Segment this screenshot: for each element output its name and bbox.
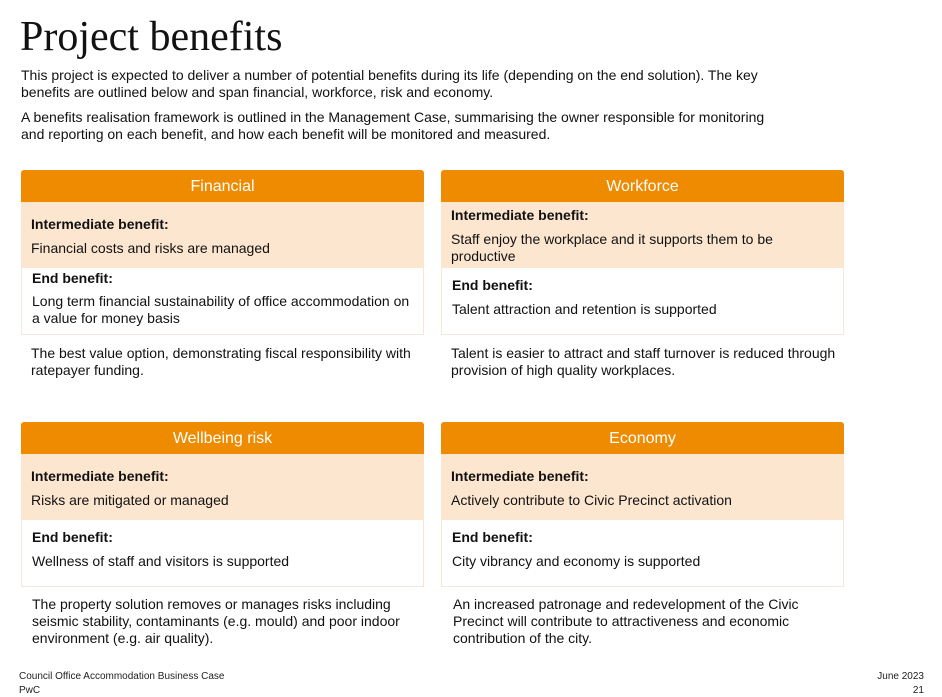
end-benefit-box	[441, 520, 844, 587]
footer-company: PwC	[19, 685, 41, 696]
end-benefit-box	[441, 268, 844, 335]
intro-paragraph-1: This project is expected to deliver a number of potential benefits during its life (depending on the end solution). The key benefits are outlined below and span financial, workforce, risk and economy.	[21, 67, 758, 100]
benefit-note-workforce: Talent is easier to attract and staff turnover is reduced through provision of high quality workplaces.	[451, 345, 836, 378]
benefit-card-economy	[441, 422, 844, 590]
intermediate-benefit-box	[441, 202, 844, 268]
end-benefit-box	[21, 268, 424, 335]
page-title: Project benefits	[20, 14, 283, 60]
intermediate-benefit-text: Staff enjoy the workplace and it supports them to be productive	[451, 231, 773, 264]
end-benefit-text: Talent attraction and retention is supported	[452, 301, 717, 317]
footer-date: June 2023	[877, 671, 924, 682]
benefit-note-wellbeing-risk: The property solution removes or manages risks including seismic stability, contaminants (e.g. mould) and poor indoor environment (e.g. air quality).	[32, 596, 400, 646]
footer-document-title: Council Office Accommodation Business Case	[19, 671, 225, 682]
benefit-card-workforce	[441, 170, 844, 338]
intermediate-benefit-box	[441, 454, 844, 520]
intermediate-benefit-label: Intermediate benefit:	[31, 468, 169, 484]
intermediate-benefit-text: Actively contribute to Civic Precinct activation	[451, 492, 732, 508]
end-benefit-text: Wellness of staff and visitors is supported	[32, 553, 290, 569]
end-benefit-label: End benefit:	[452, 529, 533, 545]
benefit-card-wellbeing-risk	[21, 422, 424, 590]
end-benefit-label: End benefit:	[452, 277, 533, 293]
intermediate-benefit-box	[21, 454, 424, 520]
end-benefit-label: End benefit:	[32, 270, 113, 286]
intermediate-benefit-text: Risks are mitigated or managed	[31, 492, 229, 508]
card-heading: Workforce	[441, 170, 844, 202]
end-benefit-text: Long term financial sustainability of office accommodation on a value for money basis	[32, 293, 410, 326]
intro-paragraph-2: A benefits realisation framework is outlined in the Management Case, summarising the owner responsible for monitoring and reporting on each benefit, and how each benefit will be monitored and measured.	[21, 109, 765, 142]
card-heading: Financial	[21, 170, 424, 202]
intermediate-benefit-label: Intermediate benefit:	[31, 216, 169, 232]
intermediate-benefit-label: Intermediate benefit:	[451, 207, 589, 223]
benefit-note-financial: The best value option, demonstrating fiscal responsibility with ratepayer funding.	[31, 345, 411, 378]
intermediate-benefit-text: Financial costs and risks are managed	[31, 240, 270, 256]
card-heading: Wellbeing risk	[21, 422, 424, 454]
footer-page-number: 21	[912, 685, 924, 696]
end-benefit-box	[21, 520, 424, 587]
end-benefit-text: City vibrancy and economy is supported	[452, 553, 701, 569]
benefit-note-economy: An increased patronage and redevelopment of the Civic Precinct will contribute to attractiveness and economic contribution of the city.	[453, 596, 799, 646]
intermediate-benefit-label: Intermediate benefit:	[451, 468, 589, 484]
intermediate-benefit-box	[21, 202, 424, 268]
card-heading: Economy	[441, 422, 844, 454]
end-benefit-label: End benefit:	[32, 529, 113, 545]
benefit-card-financial	[21, 170, 424, 338]
